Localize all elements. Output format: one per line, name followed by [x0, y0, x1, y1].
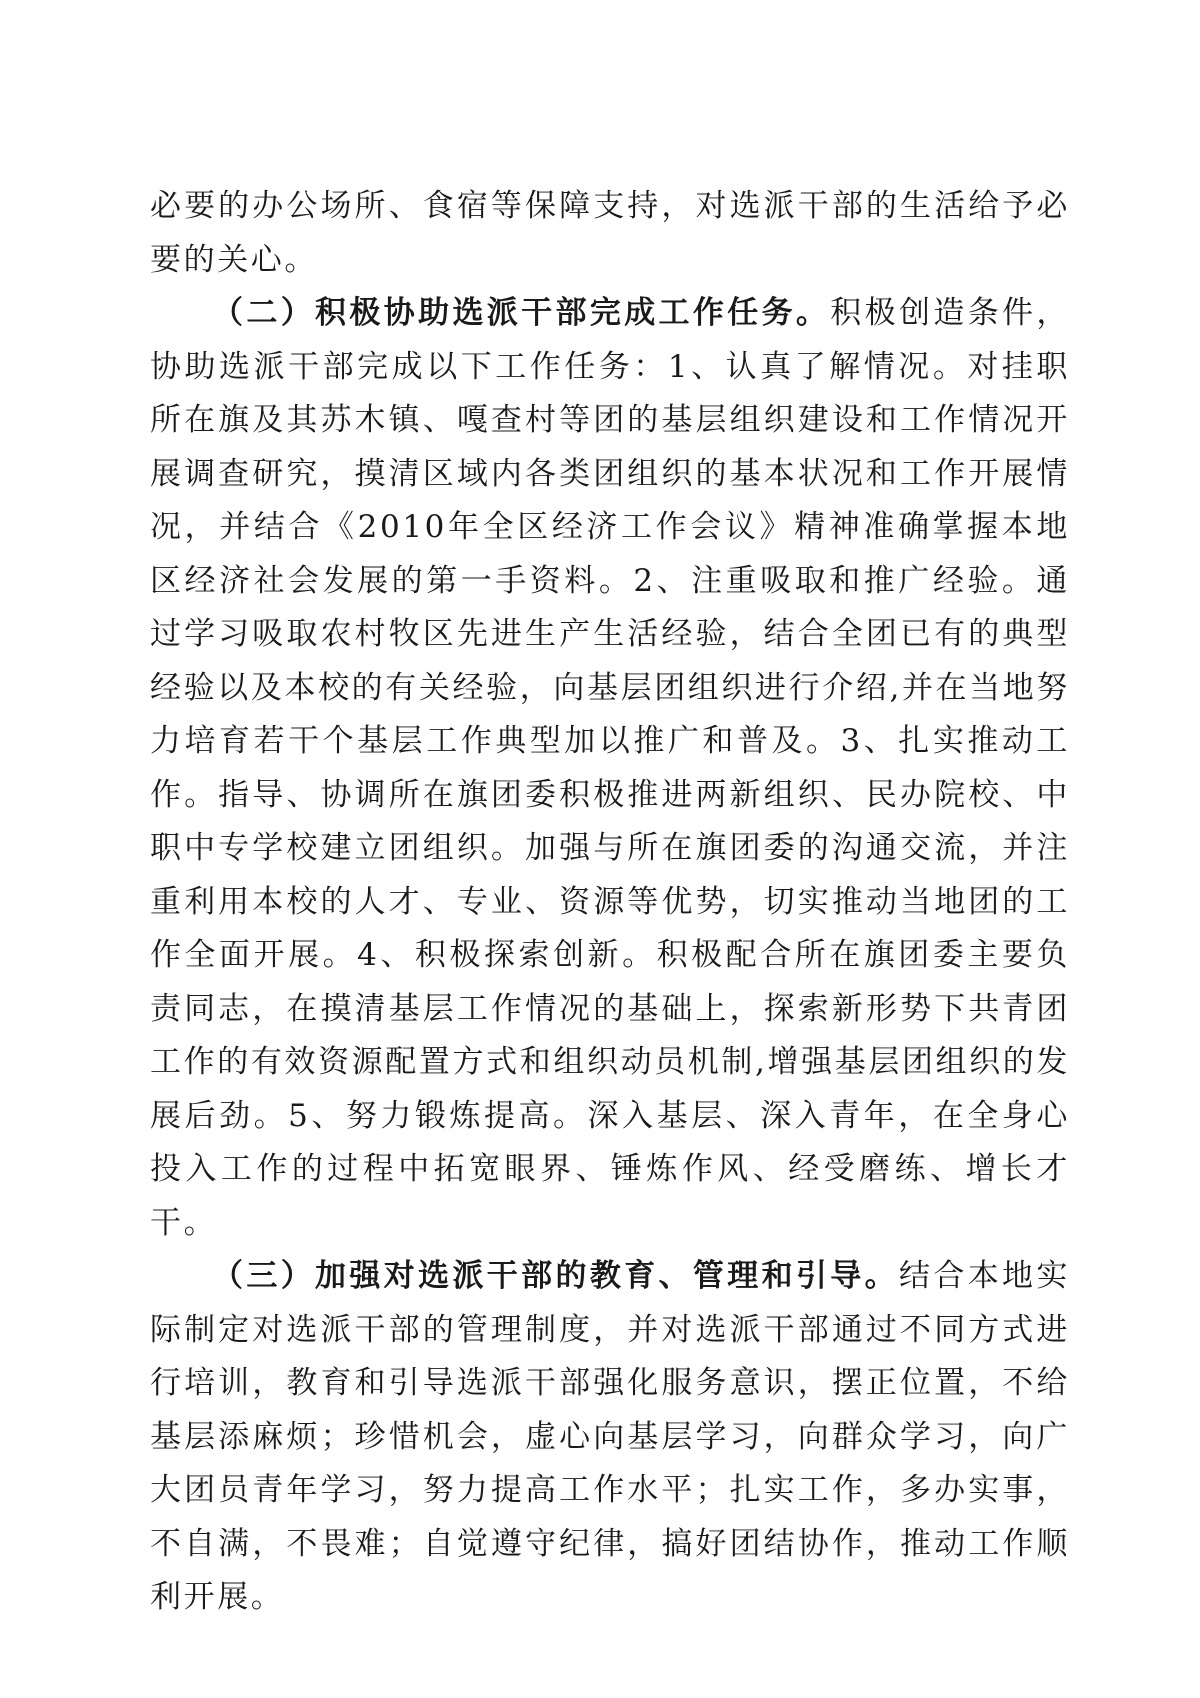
- paragraph-section-3: [150, 1250, 1070, 1625]
- paragraph-text: 积极创造条件，协助选派干部完成以下工作任务：1、认真了解情况。对挂职所在旗及其苏木镇、嘎查村等团的基层组织建设和工作情况开展调查研究，摸清区域内各类团组织的基本状况和工作开展情况，并结合《2010年全区经济工作会议》精神准确掌握本地区经济社会发展的第一手资料。2、注重吸取和推广经验。通过学习吸取农村牧区先进生产生活经验，结合全团已有的典型经验以及本校的有关经验，向基层团组织进行介绍,并在当地努力培育若干个基层工作典型加以推广和普及。3、扎实推动工作。指导、协调所在旗团委积极推进两新组织、民办院校、中职中专学校建立团组织。加强与所在旗团委的沟通交流，并注重利用本校的人才、专业、资源等优势，切实推动当地团的工作全面开展。4、积极探索创新。积极配合所在旗团委主要负责同志，在摸清基层工作情况的基础上，探索新形势下共青团工作的有效资源配置方式和组织动员机制,增强基层团组织的发展后劲。5、努力锻炼提高。深入基层、深入青年，在全身心投入工作的过程中拓宽眼界、锤炼作风、经受磨练、增长才干。: [150, 295, 1070, 1241]
- paragraph-text: 必要的办公场所、食宿等保障支持，对选派干部的生活给予必要的关心。: [150, 188, 1070, 278]
- paragraph-continuation: [150, 180, 1070, 287]
- paragraph-text: 结合本地实际制定对选派干部的管理制度，并对选派干部通过不同方式进行培训，教育和引导选派干部强化服务意识，摆正位置，不给基层添麻烦；珍惜机会，虚心向基层学习，向群众学习，向广大团员青年学习，努力提高工作水平；扎实工作，多办实事，不自满，不畏难；自觉遵守纪律，搞好团结协作，推动工作顺利开展。: [150, 1258, 1070, 1615]
- paragraph-section-2: [150, 287, 1070, 1250]
- document-page: [150, 180, 1070, 1625]
- section-heading: （二）积极协助选派干部完成工作任务。: [212, 295, 831, 331]
- section-heading: （三）加强对选派干部的教育、管理和引导。: [212, 1258, 899, 1294]
